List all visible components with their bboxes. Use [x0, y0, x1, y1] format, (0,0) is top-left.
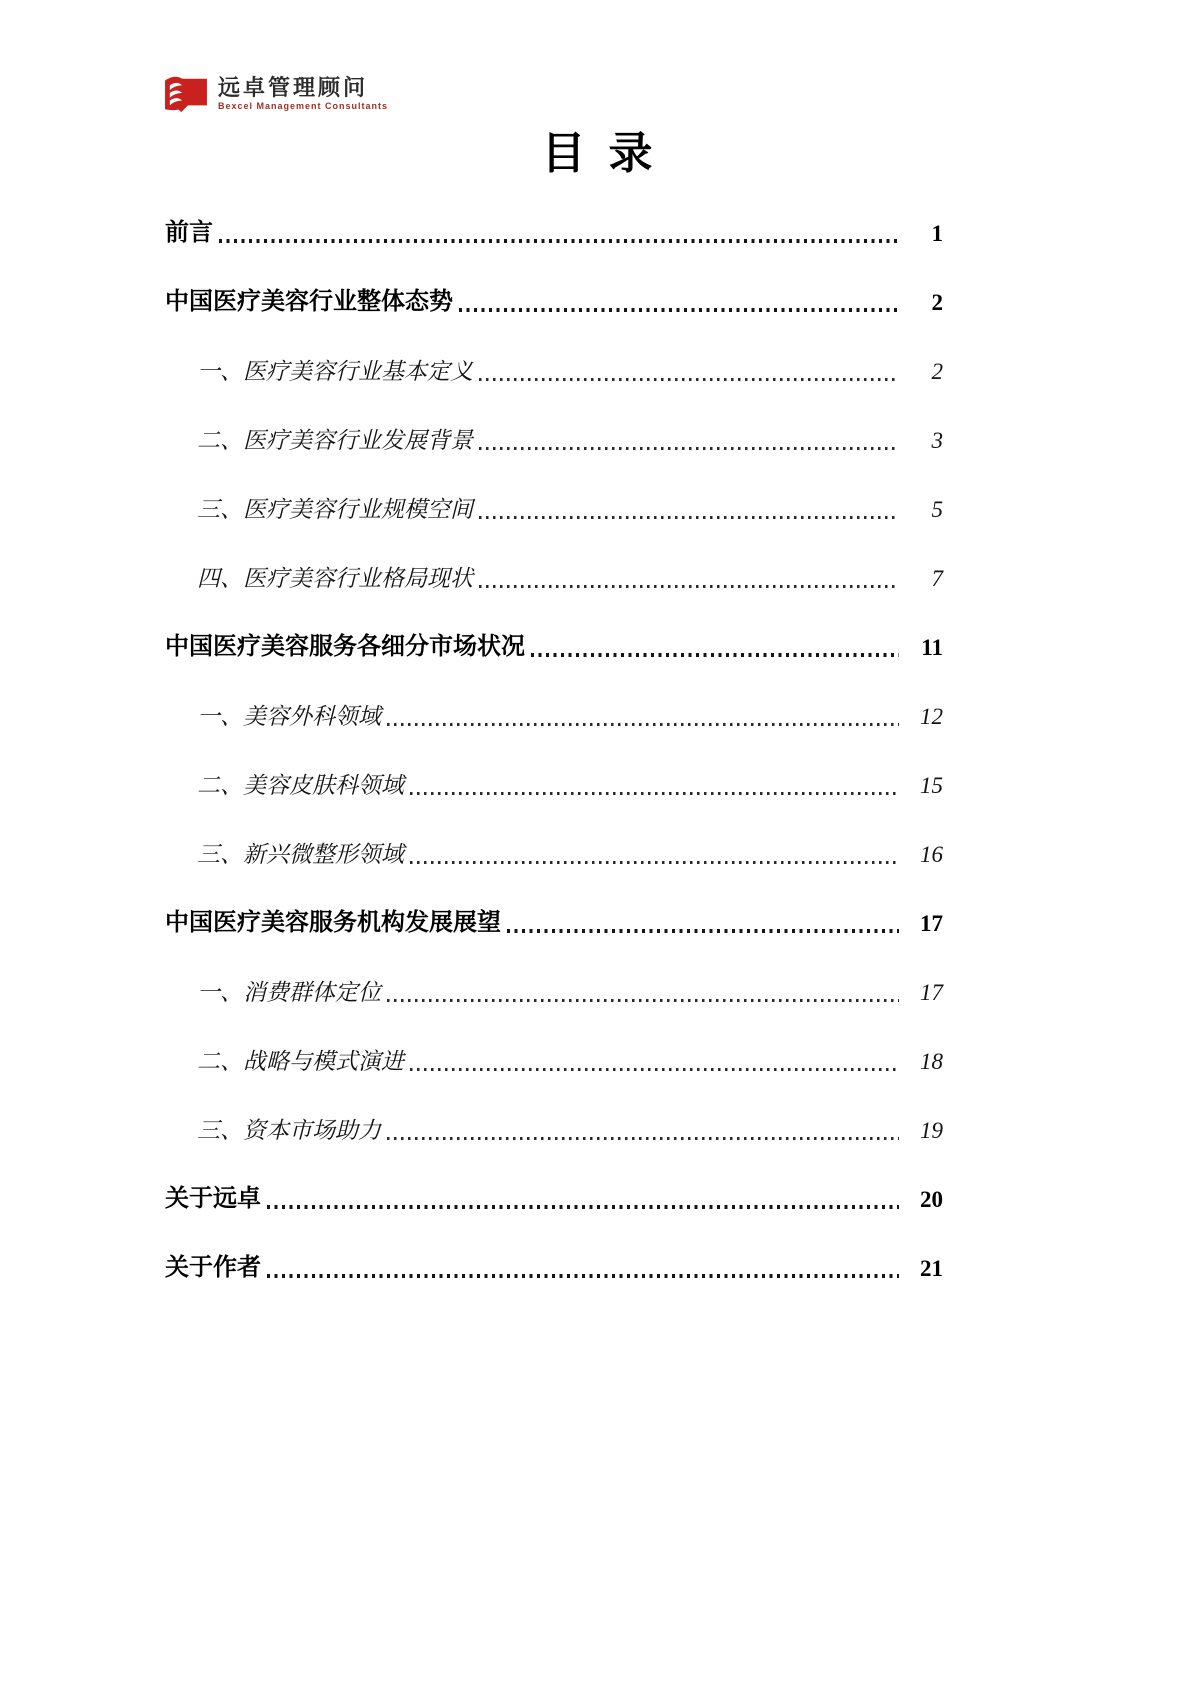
toc-entry-label: 一、医疗美容行业基本定义: [197, 359, 473, 384]
toc-entry: [165, 494, 943, 525]
toc-entry: [165, 1253, 943, 1284]
toc-entry-page: 17: [920, 911, 943, 936]
toc-entry-page: 3: [931, 428, 943, 453]
dot-leader: [507, 929, 899, 933]
toc-entry-label: 三、医疗美容行业规模空间: [197, 497, 473, 522]
toc-entry: [165, 287, 943, 318]
toc-entry-label: 前言: [165, 220, 213, 246]
dot-leader: [219, 239, 899, 243]
page-title: 目 录: [541, 129, 659, 178]
dot-leader: [479, 447, 899, 450]
toc-entry-label: 中国医疗美容服务机构发展展望: [165, 910, 501, 936]
toc-entry-page: 7: [931, 566, 943, 591]
toc-entry-label: 关于远卓: [165, 1186, 261, 1212]
toc-entry: [165, 1184, 943, 1215]
toc-entry: [165, 1046, 943, 1077]
toc-entry-page: 2: [931, 359, 943, 384]
toc-entry: [165, 1115, 943, 1146]
logo-text: [218, 76, 388, 112]
toc-entry: [165, 770, 943, 801]
toc-entry-label: 二、战略与模式演进: [197, 1049, 404, 1074]
toc: [165, 218, 943, 1322]
toc-entry-page: 11: [921, 635, 943, 660]
dot-leader: [459, 308, 899, 312]
toc-entry-page: 12: [920, 704, 943, 729]
toc-entry: [165, 218, 943, 249]
dot-leader: [531, 653, 899, 657]
toc-entry-page: 1: [931, 221, 943, 246]
dot-leader: [479, 585, 899, 588]
toc-entry-label: 四、医疗美容行业格局现状: [197, 566, 473, 591]
dot-leader: [387, 999, 899, 1002]
toc-entry-page: 16: [920, 842, 943, 867]
toc-entry-label: 一、美容外科领域: [197, 704, 381, 729]
dot-leader: [267, 1274, 899, 1278]
toc-entry-label: 二、医疗美容行业发展背景: [197, 428, 473, 453]
toc-entry-page: 18: [920, 1049, 943, 1074]
dot-leader: [479, 378, 899, 381]
toc-entry-page: 21: [920, 1256, 943, 1281]
toc-entry-page: 5: [931, 497, 943, 522]
logo-name-chinese: 远卓管理顾问: [218, 75, 369, 100]
toc-entry-label: 中国医疗美容服务各细分市场状况: [165, 634, 525, 660]
dot-leader: [410, 1068, 899, 1071]
logo-name-english: Bexcel Management Consultants: [218, 101, 389, 111]
toc-entry-page: 17: [920, 980, 943, 1005]
dot-leader: [267, 1205, 899, 1209]
toc-entry-label: 一、消费群体定位: [197, 980, 381, 1005]
dot-leader: [479, 516, 899, 519]
toc-entry-page: 19: [920, 1118, 943, 1143]
logo-book-icon: [162, 74, 210, 114]
dot-leader: [387, 723, 899, 726]
company-logo: [162, 74, 388, 114]
toc-entry: [165, 425, 943, 456]
toc-entry-page: 20: [920, 1187, 943, 1212]
toc-entry: [165, 701, 943, 732]
toc-entry: [165, 356, 943, 387]
toc-entry-page: 15: [920, 773, 943, 798]
toc-entry-label: 三、资本市场助力: [197, 1118, 381, 1143]
dot-leader: [410, 792, 899, 795]
toc-entry-label: 中国医疗美容行业整体态势: [165, 289, 453, 315]
toc-entry-label: 二、美容皮肤科领域: [197, 773, 404, 798]
toc-entry: [165, 908, 943, 939]
toc-entry-page: 2: [931, 290, 943, 315]
toc-entry: [165, 563, 943, 594]
toc-entry: [165, 977, 943, 1008]
dot-leader: [387, 1137, 899, 1140]
toc-entry-label: 三、新兴微整形领域: [197, 842, 404, 867]
dot-leader: [410, 861, 899, 864]
toc-entry: [165, 839, 943, 870]
toc-entry: [165, 632, 943, 663]
toc-entry-label: 关于作者: [165, 1255, 261, 1281]
